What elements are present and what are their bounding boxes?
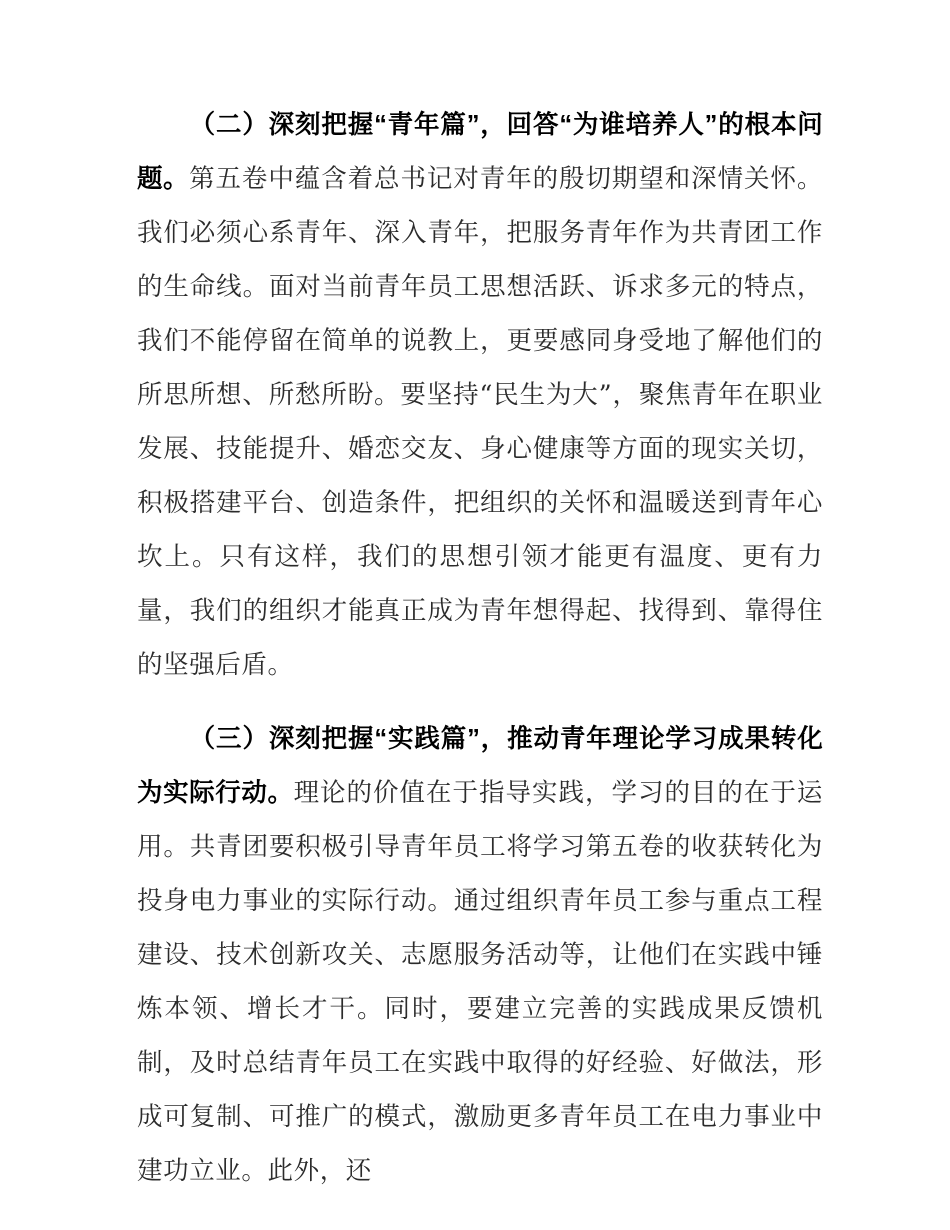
heading-text-section-3: （三）深刻把握“实践篇”，推动青年理论学习成果转化为实际行动。 [137,725,823,807]
document-body [137,98,823,1198]
paragraph-section-3 [137,712,823,1198]
paragraph-section-2 [137,98,823,692]
heading-text-section-2: （二）深刻把握“青年篇”，回答“为谁培养人”的根本问题。 [137,111,823,193]
paragraph-body-section-2: 第五卷中蕴含着总书记对青年的殷切期望和深情关怀。我们必须心系青年、深入青年，把服务青年作为共青团工作的生命线。面对当前青年员工思想活跃、诉求多元的特点，我们不能停留在简单的说教上，更要感同身受地了解他们的所思所想、所愁所盼。要坚持“民生为大”，聚焦青年在职业发展、技能提升、婚恋交友、身心健康等方面的现实关切，积极搭建平台、创造条件，把组织的关怀和温暖送到青年心坎上。只有这样，我们的思想引领才能更有温度、更有力量，我们的组织才能真正成为青年想得起、找得到、靠得住的坚强后盾。 [137,164,823,680]
paragraph-body-section-3: 理论的价值在于指导实践，学习的目的在于运用。共青团要积极引导青年员工将学习第五卷的收获转化为投身电力事业的实际行动。通过组织青年员工参与重点工程建设、技术创新攻关、志愿服务活动等，让他们在实践中锤炼本领、增长才干。同时，要建立完善的实践成果反馈机制，及时总结青年员工在实践中取得的好经验、好做法，形成可复制、可推广的模式，激励更多青年员工在电力事业中建功立业。此外，还 [137,778,823,1186]
